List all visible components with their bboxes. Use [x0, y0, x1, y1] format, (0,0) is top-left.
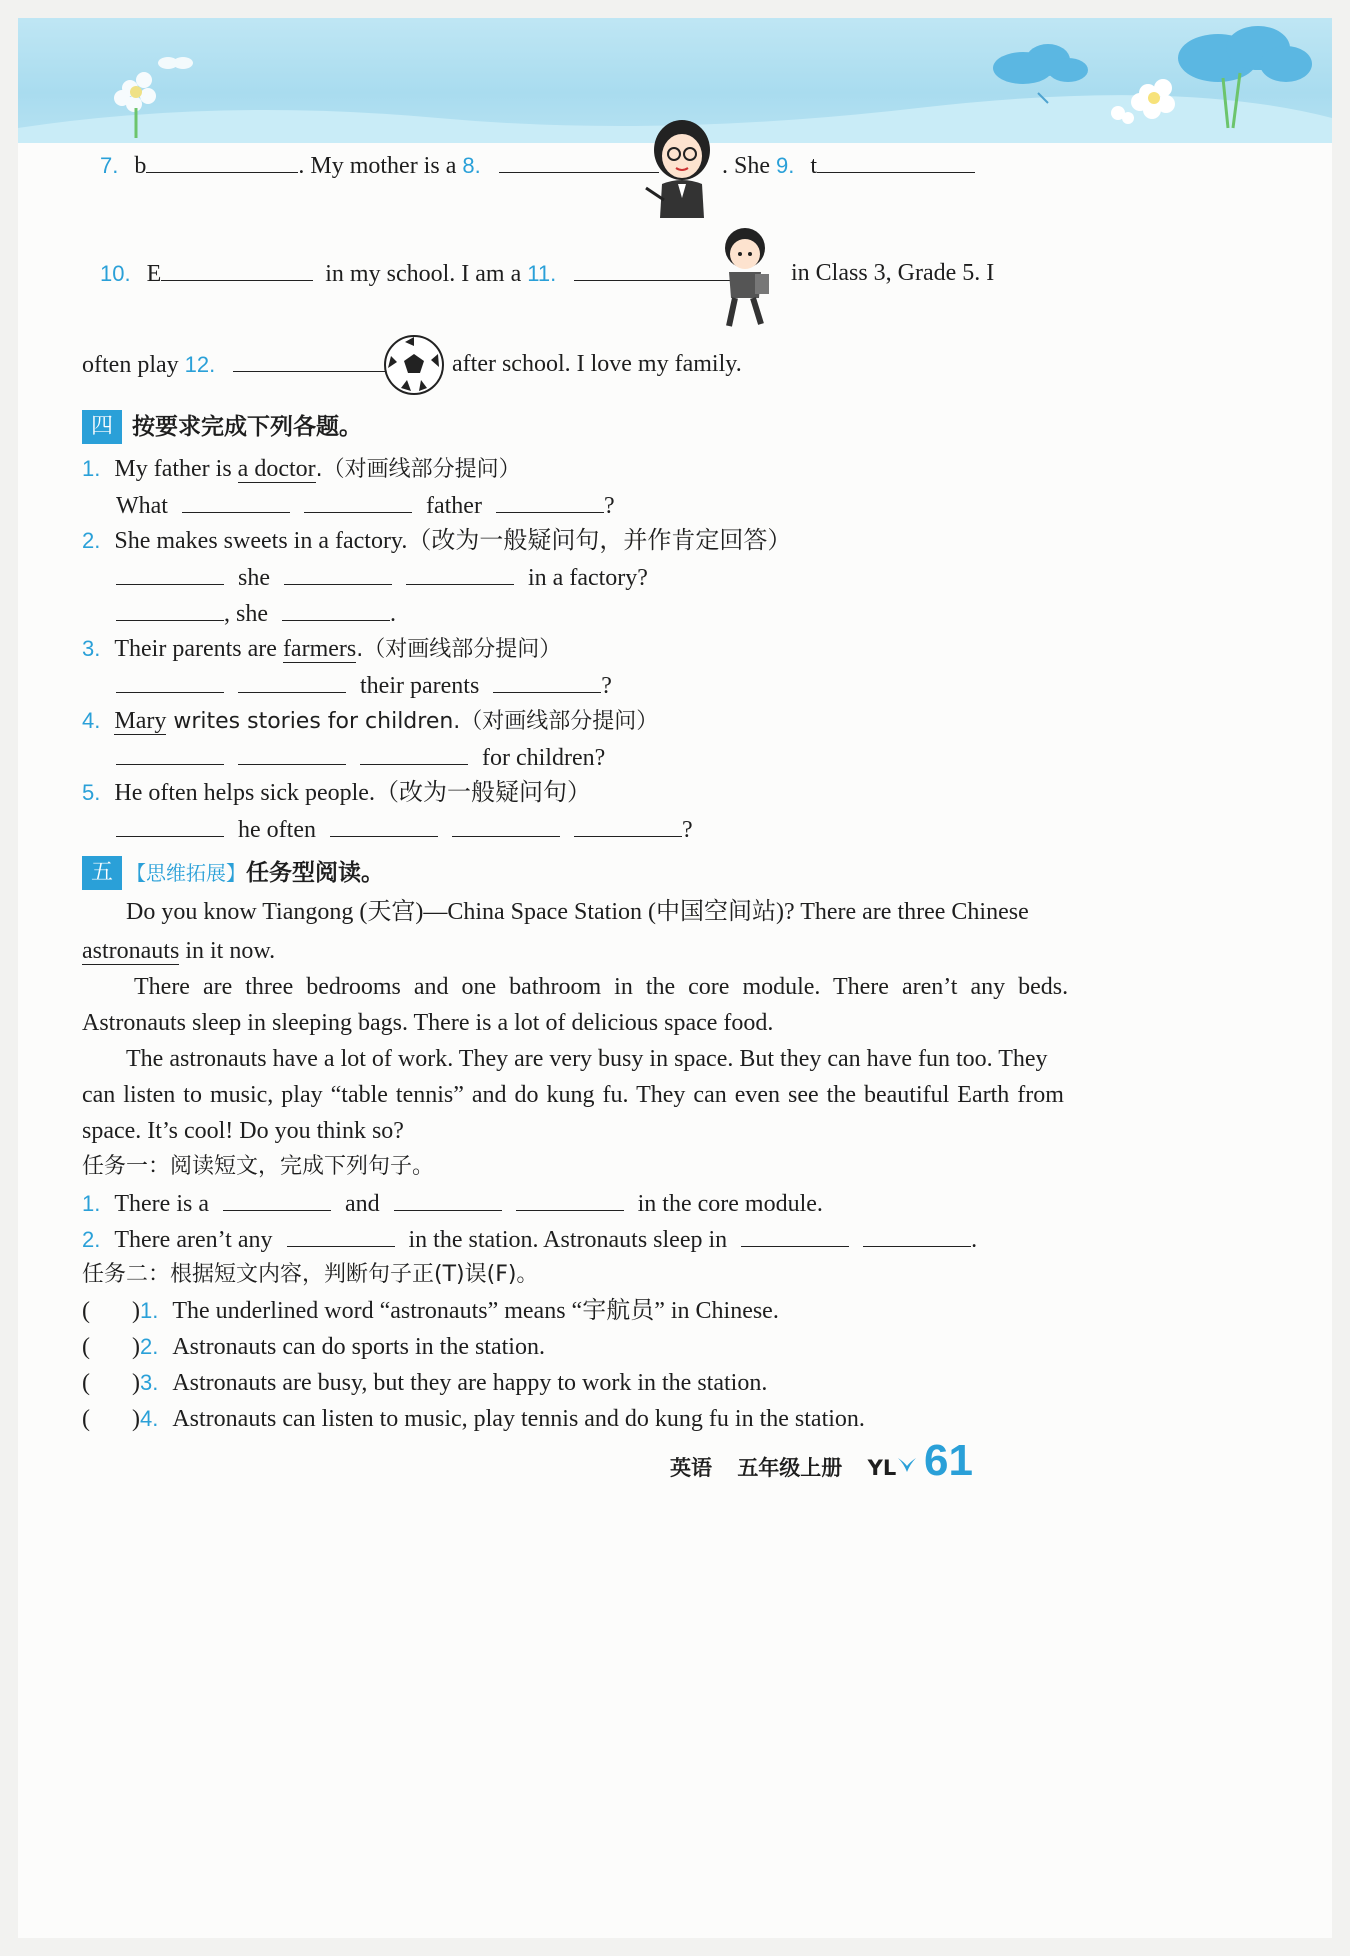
cloze-text: . My mother is a [298, 153, 457, 179]
question-number: 4. [139, 1406, 159, 1431]
question-text: She makes sweets in a factory.（改为一般疑问句，并作肯定回答） [114, 528, 792, 554]
answer-line [116, 814, 693, 845]
question-number: 5. [82, 780, 101, 805]
teacher-icon [644, 118, 724, 230]
rewrite-question-3 [82, 634, 561, 665]
answer-blank[interactable] [282, 598, 390, 621]
soccer-ball-icon [383, 334, 445, 396]
cloze-line-3 [82, 349, 385, 380]
cloze-line-1b [722, 150, 975, 181]
answer-word: ? [603, 493, 615, 519]
cloze-text: after school. I love my family. [452, 351, 742, 377]
task-heading: 任务二：根据短文内容，判断句子正(T)误(F)。 [82, 1262, 539, 1287]
question-number: 11. [527, 261, 557, 286]
rewrite-question-5 [82, 778, 591, 808]
question-number: 1. [82, 456, 101, 481]
answer-blank[interactable] [499, 150, 659, 173]
answer-word: ? [601, 673, 612, 699]
cloze-text: . She [722, 153, 770, 179]
answer-word: for children? [482, 745, 606, 771]
answer-bracket[interactable]: ( ) [82, 1298, 140, 1324]
answer-blank[interactable] [238, 670, 346, 693]
cloze-text: in Class 3, Grade 5. I [791, 260, 995, 286]
section-title: 按要求完成下列各题。 [132, 414, 362, 440]
section-badge: 四 [82, 410, 122, 444]
answer-bracket[interactable]: ( ) [82, 1334, 140, 1360]
paragraph-text: Astronauts sleep in sleeping bags. There is a lot of delicious space food. [82, 1010, 774, 1036]
answer-blank[interactable] [161, 258, 313, 281]
answer-bracket[interactable]: ( ) [82, 1406, 140, 1432]
answer-blank[interactable] [116, 814, 224, 837]
paragraph-text: Do you know Tiangong (天宫)—China Space Station (中国空间站)? There are three Chinese [126, 899, 1029, 925]
butterfly-icon [158, 57, 193, 69]
answer-word: What [116, 493, 168, 519]
question-number: 7. [100, 153, 119, 178]
question-number: 9. [776, 153, 795, 178]
rewrite-question-1 [82, 454, 521, 485]
question-number: 12. [184, 352, 216, 377]
question-number: 2. [139, 1334, 159, 1359]
question-instruction: .（对画线部分提问） [315, 457, 521, 482]
answer-blank[interactable] [146, 150, 298, 173]
answer-blank[interactable] [116, 742, 224, 765]
answer-blank[interactable] [182, 490, 290, 513]
judge-item-1 [82, 1296, 779, 1326]
answer-blank[interactable] [330, 814, 438, 837]
paragraph-text: can listen to music, play “table tennis” and do kung fu. They can even see the beautiful Earth from [82, 1082, 1064, 1108]
answer-word: father [425, 493, 482, 519]
answer-blank[interactable] [233, 349, 385, 372]
answer-blank[interactable] [493, 670, 601, 693]
answer-blank[interactable] [287, 1224, 395, 1247]
page-number: 61 [924, 1436, 973, 1485]
question-text: There is a [114, 1191, 209, 1217]
task1-question-1 [82, 1188, 823, 1219]
paragraph-text: space. It’s cool! Do you think so? [82, 1118, 404, 1144]
cloud-icon [993, 26, 1312, 84]
judge-item-4 [82, 1404, 865, 1434]
answer-word: ? [681, 817, 693, 843]
statement-text: Astronauts can do sports in the station. [172, 1334, 545, 1360]
answer-line [116, 670, 612, 701]
underlined-text: farmers [282, 636, 357, 662]
section-badge: 五 [82, 856, 122, 890]
answer-blank[interactable] [394, 1188, 502, 1211]
question-number: 4. [82, 708, 101, 733]
answer-bracket[interactable]: ( ) [82, 1370, 140, 1396]
answer-blank[interactable] [817, 150, 975, 173]
question-number: 3. [139, 1370, 159, 1395]
section-tag: 【思维拓展】 [126, 861, 246, 885]
question-instruction: .（对画线部分提问） [356, 637, 562, 662]
answer-word: . [390, 601, 396, 627]
question-number: 2. [82, 1227, 101, 1252]
answer-line [116, 490, 615, 521]
cloze-line-1 [100, 150, 659, 181]
judge-item-2 [82, 1332, 545, 1362]
footer-subject: 英语 [670, 1456, 712, 1480]
answer-word: he often [238, 817, 316, 843]
answer-line [116, 598, 396, 629]
statement-text: Astronauts can listen to music, play tennis and do kung fu in the station. [172, 1406, 865, 1432]
paragraph-text: There are three bedrooms and one bathroom in the core module. There aren’t any beds. [134, 974, 1069, 1000]
answer-blank[interactable] [452, 814, 560, 837]
answer-blank[interactable] [116, 562, 224, 585]
question-number: 10. [100, 261, 131, 286]
underlined-text: Mary [114, 708, 167, 734]
answer-blank[interactable] [406, 562, 514, 585]
workbook-page [18, 18, 1332, 1938]
task1-question-2 [82, 1224, 977, 1255]
question-number: 1. [139, 1298, 159, 1323]
answer-blank[interactable] [574, 258, 732, 281]
section-title-text: 任务型阅读。 [246, 860, 384, 886]
answer-line [116, 562, 648, 593]
answer-blank[interactable] [304, 490, 412, 513]
paragraph-text: The astronauts have a lot of work. They are very busy in space. But they can have fun too. They [126, 1046, 1048, 1072]
cloze-text: often play [82, 352, 179, 378]
answer-blank[interactable] [223, 1188, 331, 1211]
answer-blank[interactable] [496, 490, 604, 513]
answer-blank[interactable] [116, 598, 224, 621]
question-text: writes stories for children.（对画线部分提问） [166, 709, 659, 734]
rewrite-question-4 [82, 706, 658, 737]
answer-word: their parents [360, 673, 480, 699]
question-text: and [344, 1191, 380, 1217]
hint-letter: t [810, 153, 818, 179]
question-number: 8. [462, 153, 481, 178]
judge-item-3 [82, 1368, 767, 1398]
answer-blank[interactable] [116, 670, 224, 693]
footer-grade: 五年级上册 [737, 1456, 843, 1480]
reading-paragraph-1 [82, 890, 1194, 935]
underlined-text: astronauts [82, 938, 180, 964]
underlined-text: a doctor [237, 456, 316, 482]
question-text: . [971, 1227, 978, 1253]
cloze-text: in my school. I am a [325, 261, 522, 287]
answer-blank[interactable] [284, 562, 392, 585]
answer-blank[interactable] [863, 1224, 971, 1247]
hint-letter: b [134, 153, 147, 179]
leaf-icon [896, 1454, 918, 1476]
question-number: 1. [82, 1191, 101, 1216]
answer-word: in a factory? [528, 565, 648, 591]
answer-blank[interactable] [574, 814, 682, 837]
answer-word: she [238, 565, 270, 591]
question-text: in the core module. [637, 1191, 823, 1217]
hint-letter: E [146, 261, 162, 287]
question-number: 3. [82, 636, 101, 661]
footer-edition: YL [867, 1456, 897, 1480]
footer-info [670, 1452, 896, 1482]
question-text: He often helps sick people.（改为一般疑问句） [114, 780, 591, 806]
boy-student-icon [715, 226, 779, 332]
statement-text: Astronauts are busy, but they are happy to work in the station. [172, 1370, 768, 1396]
question-number: 2. [82, 528, 101, 553]
answer-blank[interactable] [360, 742, 468, 765]
question-text: in the station. Astronauts sleep in [408, 1227, 728, 1253]
flower-icon [114, 72, 156, 112]
question-text: My father is [114, 456, 238, 482]
rewrite-question-2 [82, 526, 791, 556]
statement-text: The underlined word “astronauts” means “宇航员” in Chinese. [172, 1298, 779, 1324]
answer-line [116, 742, 605, 773]
question-text: Their parents are [114, 636, 283, 662]
cloze-line-2 [100, 258, 732, 289]
task-heading: 任务一：阅读短文，完成下列句子。 [82, 1154, 435, 1179]
answer-word: , she [224, 601, 268, 627]
answer-blank[interactable] [741, 1224, 849, 1247]
reading-paragraph-1b [82, 936, 275, 966]
section-title [126, 856, 384, 890]
paragraph-text: in it now. [179, 938, 276, 964]
answer-blank[interactable] [238, 742, 346, 765]
answer-blank[interactable] [516, 1188, 624, 1211]
question-text: There aren’t any [114, 1227, 273, 1253]
